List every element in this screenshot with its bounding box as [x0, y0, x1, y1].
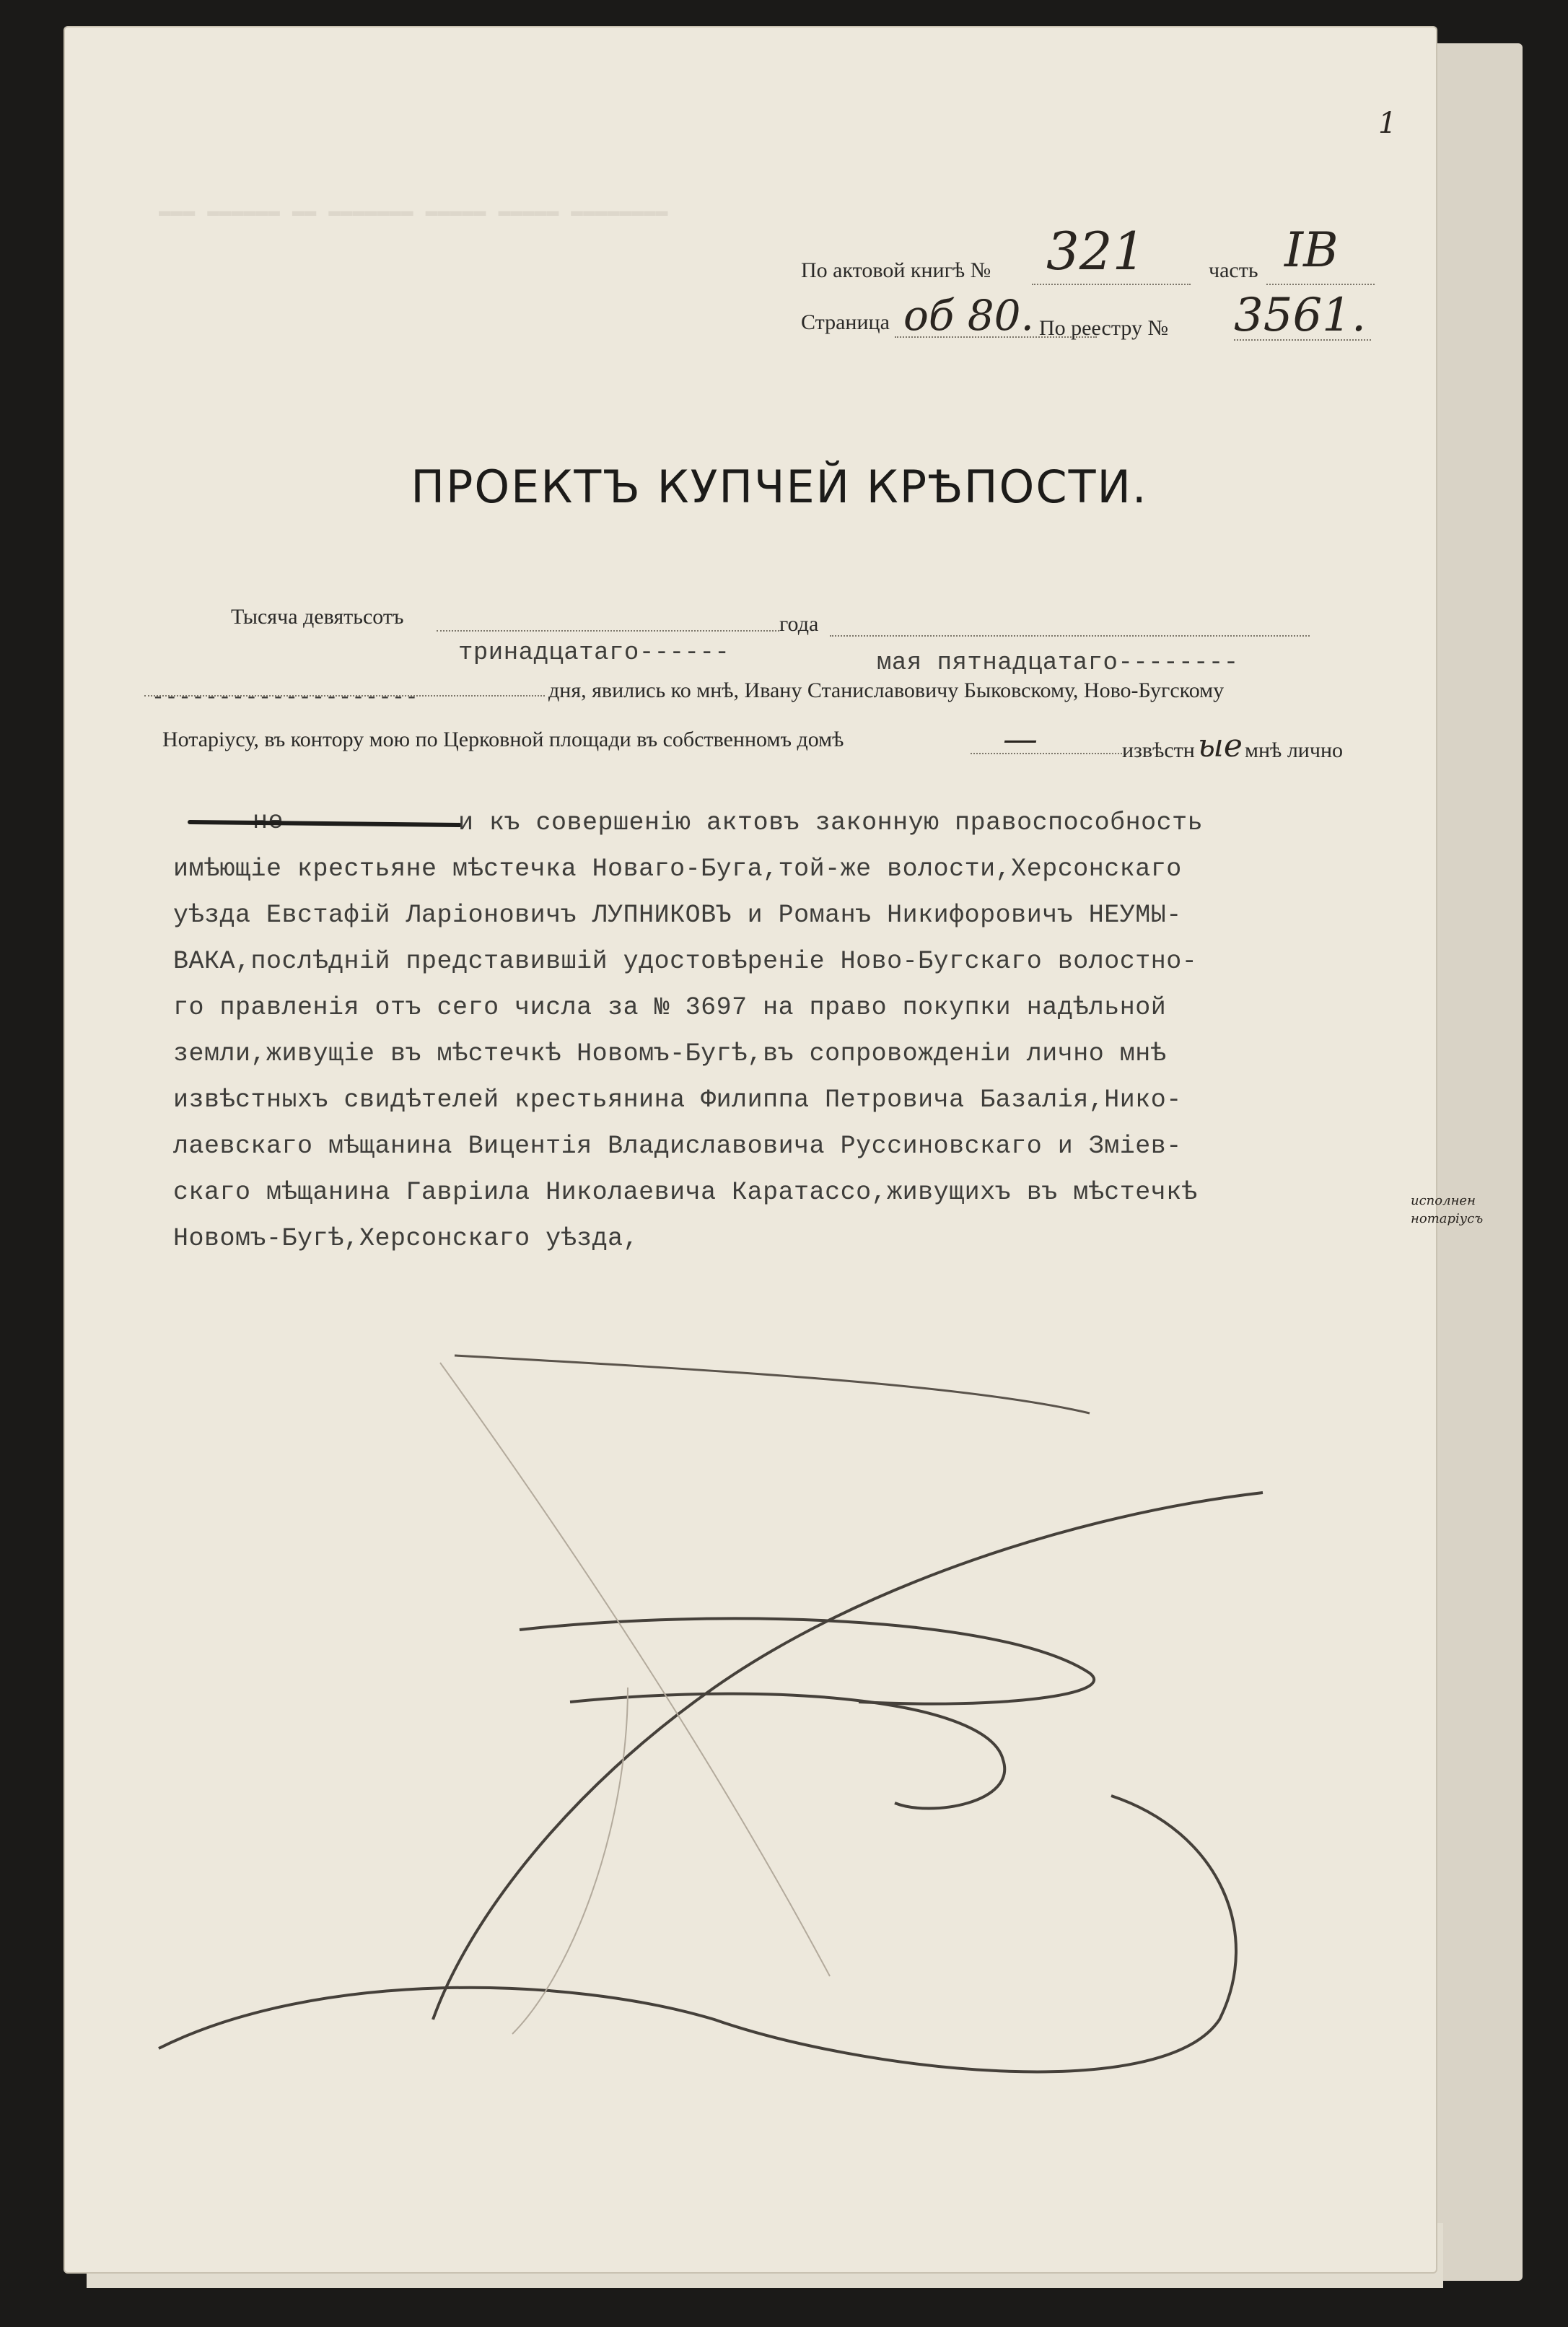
house-dash: — [1003, 719, 1038, 759]
known-ending: ые [1198, 728, 1243, 764]
body-line-9: скаго мѣщанина Гавріила Николаевича Каратассо,живущихъ въ мѣстечкѣ [173, 1178, 1198, 1207]
day-line: дня, явились ко мнѣ, Ивану Станиславовичу Быковскому, Ново-Бугскому [548, 678, 1225, 702]
year-suffix: года [779, 612, 819, 636]
book-number: 321 [1046, 221, 1146, 281]
body-line-10: Новомъ-Бугѣ,Херсонскаго уѣзда, [173, 1224, 639, 1253]
margin-note-1: исполнен [1411, 1193, 1476, 1208]
cancellation-flourish [65, 27, 1436, 2272]
body-line-2: имѣющіе крестьяне мѣстечка Новаго-Буга,той-же волости,Херсонскаго [173, 855, 1182, 883]
known-suffix: мнѣ лично [1245, 738, 1343, 762]
body-line-4: ВАКА,послѣдній представившій удостовѣреніе Ново-Бугскаго волостно- [173, 947, 1198, 976]
day-typed: мая пятнадцатаго-------- [877, 650, 1239, 677]
body-line-5: го правленія отъ сего числа за № 3697 на право покупки надѣльной [173, 993, 1167, 1022]
part-label: часть [1209, 258, 1258, 282]
registry-number: 3561. [1234, 289, 1367, 342]
body-line-8: лаевскаго мѣщанина Вицентія Владиславовича Руссиновскаго и Зміев- [173, 1132, 1182, 1161]
notary-line: Нотаріусу, въ контору мою по Церковной площади въ собственномъ домѣ [162, 728, 844, 751]
document-title: ПРОЕКТЪ КУПЧЕЙ КРѢПОСТИ. [411, 460, 1148, 513]
page-label: Страница [801, 310, 890, 334]
document-page [65, 27, 1484, 2272]
show-through-text: ▬▬▬ ▬▬▬▬▬▬ ▬▬ ▬▬▬▬▬▬▬ ▬▬▬▬▬ ▬▬▬▬▬ ▬▬▬▬▬▬▬▬ [159, 201, 668, 223]
part-number: IB [1284, 222, 1339, 278]
corner-page-mark: 1 [1378, 107, 1397, 140]
body-line-7: извѣстныхъ свидѣтелей крестьянина Филиппа Петровича Базалія,Нико- [173, 1086, 1182, 1114]
year-label: Тысяча девятьсотъ [231, 605, 404, 629]
body-line-6: земли,живущіе въ мѣстечкѣ Новомъ-Бугѣ,въ сопровожденіи лично мнѣ [173, 1039, 1167, 1068]
year-typed: тринадцатаго------ [458, 639, 730, 667]
body-line-3: уѣзда Евстафій Ларіоновичъ ЛУПНИКОВЪ и Романъ Никифоровичъ НЕУМЫ- [173, 901, 1182, 930]
margin-note-2: нотаріусъ [1411, 1211, 1484, 1226]
dashes-left: -------------------- [152, 686, 419, 710]
page-number: об 80. [903, 291, 1034, 340]
book-label: По актовой книгѣ № [801, 258, 991, 282]
registry-label: По реестру № [1039, 316, 1169, 340]
known-label: извѣстн [1122, 738, 1195, 762]
body-line-1: и къ совершенію актовъ законную правоспособность [458, 808, 1204, 837]
